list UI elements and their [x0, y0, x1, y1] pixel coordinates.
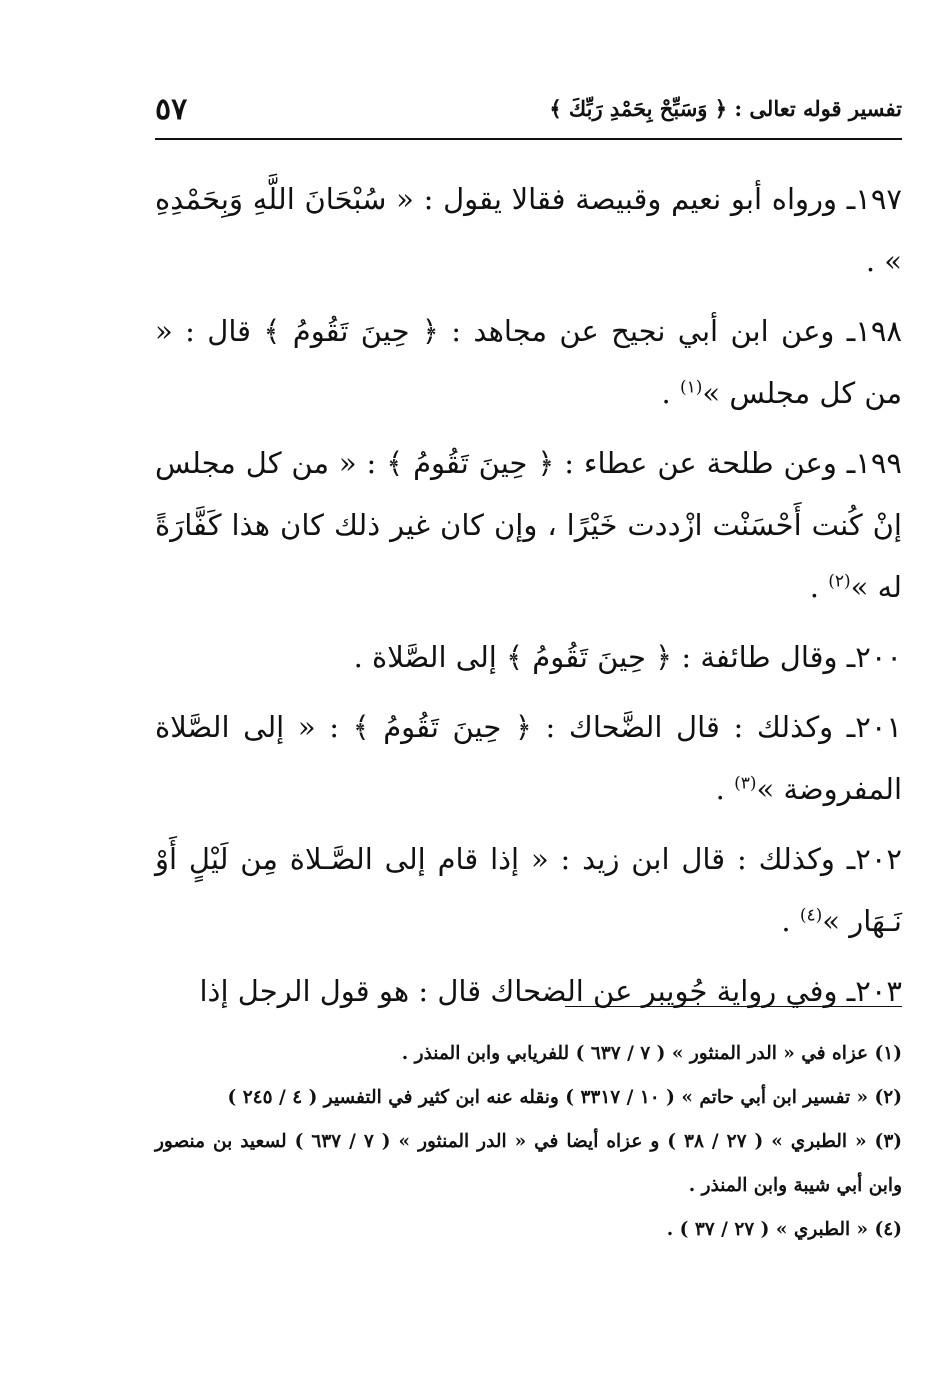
paragraph-199: ١٩٩ـ وعن طلحة عن عطاء : ﴿ حِينَ تَقُومُ ﴾ : « من كل مجلس إنْ كُنت أَحْسَنْت ازْددت خَيْرًا ، وإن كان غير ذلك كان هذا كَفَّارَةً له »$^{(٢)}$ . — [155, 446, 902, 604]
header-title: تفسير قوله تعالى : ﴿ وَسَبِّحْ بِحَمْدِ رَبِّكَ ﴾ — [549, 96, 902, 121]
footnote-4: (٤) « الطبري » ( ٢٧ / ٣٧ ) . — [666, 1219, 902, 1240]
paragraph-201: ٢٠١ـ وكذلك : قال الضَّحاك : ﴿ حِينَ تَقُومُ ﴾ : « إلى الصَّلاة المفروضة »$^{(٣)}$ . — [155, 710, 902, 806]
paragraph-200: ٢٠٠ـ وقال طائفة : ﴿ حِينَ تَقُومُ ﴾ إلى الصَّلاة . — [353, 640, 902, 674]
paragraph-202: ٢٠٢ـ وكذلك : قال ابن زيد : « إذا قام إلى الصَّـلاة مِن لَيْلٍ أَوْ نَـهَار »$^{(٤)}$ . — [155, 842, 902, 938]
main-text — [155, 168, 902, 1030]
header-divider — [155, 138, 902, 140]
running-header — [155, 92, 902, 138]
footnote-2: (٢) « تفسير ابن أبي حاتم » ( ١٠ / ٣٣١٧ ) ونقله عنه ابن كثير في التفسير ( ٤ / ٢٤٥ ) — [227, 1087, 902, 1108]
paragraph-203: ٢٠٣ـ وفي رواية جُويبر عن الضحاك قال : هو قول الرجل إذا — [199, 974, 902, 1008]
footnote-ref: (١) — [679, 377, 703, 398]
paragraph-197: ١٩٧ـ ورواه أبو نعيم وقبيصة فقالا يقول : « سُبْحَانَ اللَّهِ وَبِحَمْدِهِ » . — [155, 182, 902, 278]
footnote-ref: (٣) — [734, 773, 757, 794]
footnote-3: (٣) « الطبري » ( ٢٧ / ٣٨ ) و عزاه أيضا في « الدر المنثور » ( ٧ / ٦٣٧ ) لسعيد بن منصور وابن أبي شيبة وابن المنذر . — [155, 1131, 903, 1196]
footnotes — [155, 1032, 902, 1252]
footnote-divider — [565, 1006, 902, 1007]
footnote-ref: (٤) — [799, 905, 823, 926]
page-number: ٥٧ — [155, 92, 188, 127]
paragraph-198: ١٩٨ـ وعن ابن أبي نجيح عن مجاهد : ﴿ حِينَ تَقُومُ ﴾ قال : « من كل مجلس »$^{(١)}$ . — [155, 314, 902, 410]
footnote-ref: (٢) — [828, 571, 851, 592]
footnote-1: (١) عزاه في « الدر المنثور » ( ٧ / ٦٣٧ ) للفريابي وابن المنذر . — [401, 1043, 902, 1064]
